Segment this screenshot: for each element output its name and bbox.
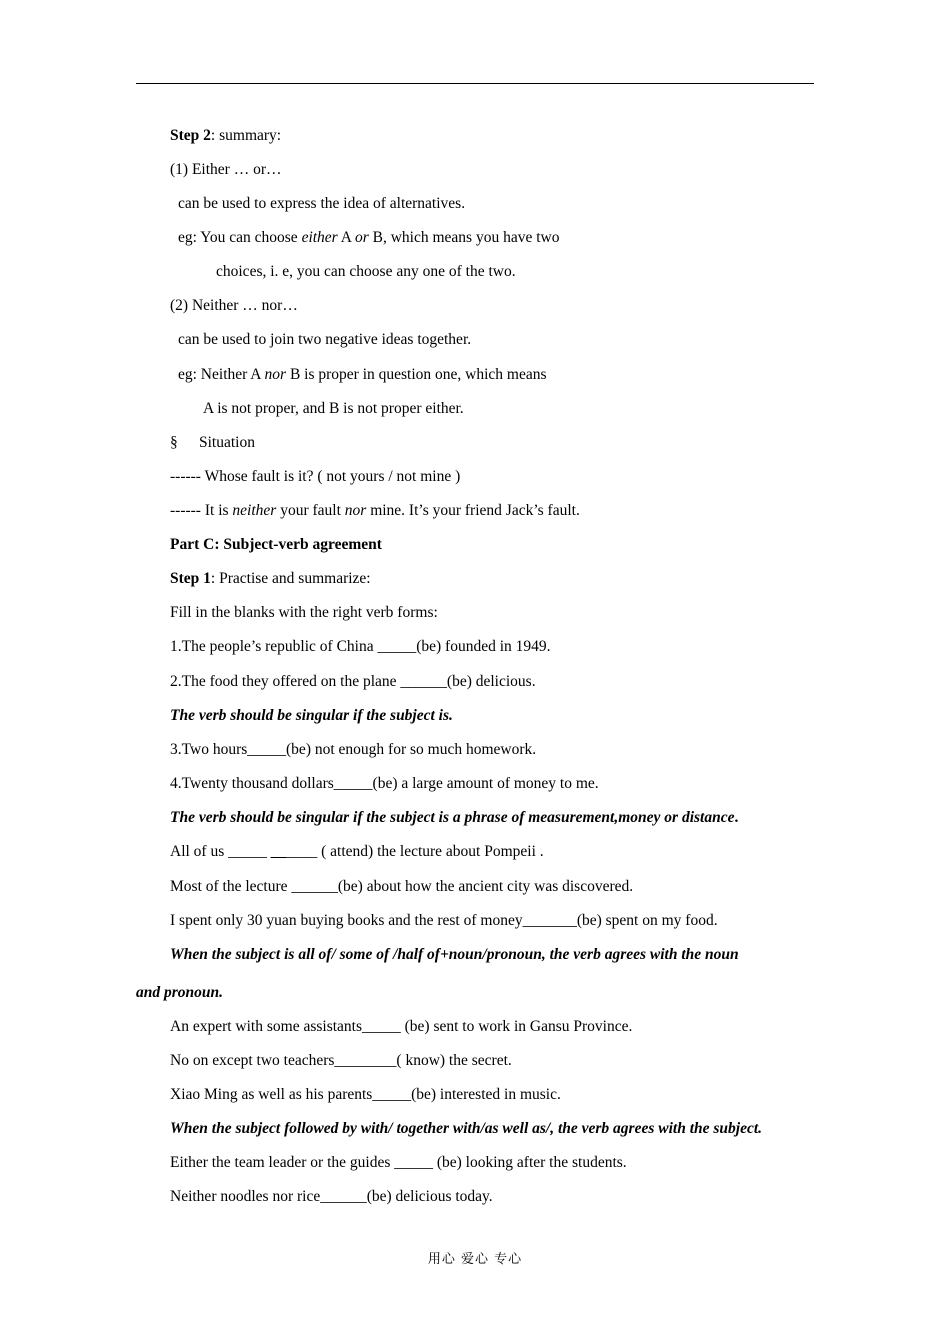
situation-heading: § Situation xyxy=(170,434,255,451)
exercise-6: Most of the lecture ______(be) about how the ancient city was discovered. xyxy=(170,878,634,895)
step-2-heading: Step 2: summary: xyxy=(170,127,282,144)
either-or-example: eg: You can choose either A or B, which means you have two xyxy=(178,229,560,246)
dialogue-line-2: ------ It is neither your fault nor mine. It’s your friend Jack’s fault. xyxy=(170,502,580,519)
neither-nor-heading: (2) Neither … nor… xyxy=(170,297,298,314)
either-or-example-cont: choices, i. e, you can choose any one of the two. xyxy=(216,263,516,280)
rule-4: When the subject followed by with/ together with/as well as/, the verb agrees with the subject. xyxy=(170,1120,763,1137)
rule-2: The verb should be singular if the subject is a phrase of measurement,money or distance. xyxy=(170,809,739,826)
exercise-1: 1.The people’s republic of China _____(be) founded in 1949. xyxy=(170,638,551,655)
dialogue-line-1: ------ Whose fault is it? ( not yours / not mine ) xyxy=(170,468,461,485)
neither-nor-example: eg: Neither A nor B is proper in question one, which means xyxy=(178,366,547,383)
fill-instruction: Fill in the blanks with the right verb forms: xyxy=(170,604,438,621)
rule-3: When the subject is all of/ some of /half of+noun/pronoun, the verb agrees with the noun xyxy=(170,946,739,963)
neither-nor-example-cont: A is not proper, and B is not proper either. xyxy=(203,400,464,417)
header-rule xyxy=(136,83,814,84)
exercise-4: 4.Twenty thousand dollars_____(be) a large amount of money to me. xyxy=(170,775,599,792)
step-1-heading: Step 1: Practise and summarize: xyxy=(170,570,371,587)
section-sign: § xyxy=(170,434,178,451)
exercise-2: 2.The food they offered on the plane ______(be) delicious. xyxy=(170,673,536,690)
page-footer: 用心 爱心 专心 xyxy=(427,1252,523,1267)
exercise-7: I spent only 30 yuan buying books and the rest of money_______(be) spent on my food. xyxy=(170,912,718,929)
neither-nor-usage: can be used to join two negative ideas together. xyxy=(178,331,472,348)
either-or-usage: can be used to express the idea of alternatives. xyxy=(178,195,466,212)
either-or-heading: (1) Either … or… xyxy=(170,161,282,178)
exercise-9: No on except two teachers________( know) the secret. xyxy=(170,1052,512,1069)
rule-3-cont: and pronoun. xyxy=(136,984,224,1001)
exercise-12: Neither noodles nor rice______(be) delicious today. xyxy=(170,1188,493,1205)
exercise-8: An expert with some assistants_____ (be) sent to work in Gansu Province. xyxy=(170,1018,633,1035)
part-c-heading: Part C: Subject-verb agreement xyxy=(170,536,382,553)
exercise-11: Either the team leader or the guides _____ (be) looking after the students. xyxy=(170,1154,627,1171)
exercise-3: 3.Two hours_____(be) not enough for so much homework. xyxy=(170,741,537,758)
exercise-10: Xiao Ming as well as his parents_____(be) interested in music. xyxy=(170,1086,561,1103)
rule-1: The verb should be singular if the subject is. xyxy=(170,707,453,724)
exercise-5: All of us _____ ______ ( attend) the lecture about Pompeii . xyxy=(170,843,544,860)
